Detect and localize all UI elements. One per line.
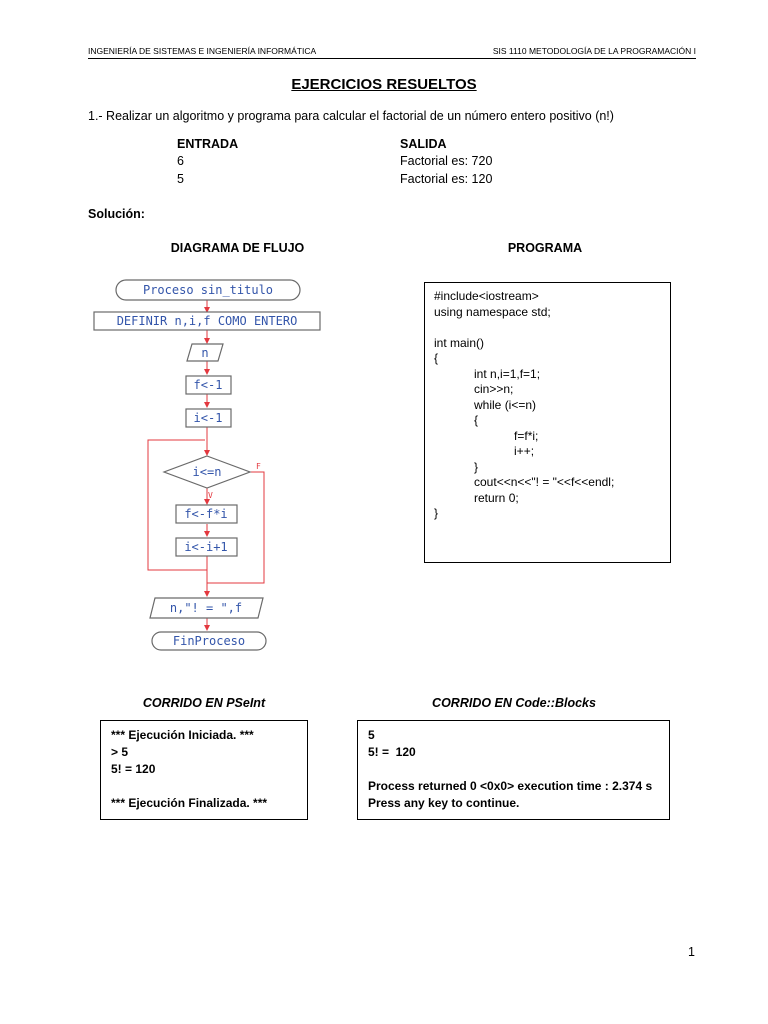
codeblocks-output: 5 5! = 120 Process returned 0 <0x0> execution time : 2.374 s Press any key to continue. (368, 728, 653, 810)
salida-header: SALIDA (400, 137, 447, 151)
program-code: #include<iostream> using namespace std; int main() { int n,i=1,f=1; cin>>n; while (i<=n) { f=f*i; i++; } cout<<n<<"! = "<<f<<endl; return 0; } (434, 289, 615, 520)
entrada-value: 5 (177, 172, 184, 186)
program-heading: PROGRAMA (507, 241, 583, 255)
problem-statement: 1.- Realizar un algoritmo y programa para calcular el factorial de un número entero positivo (n!) (88, 109, 614, 123)
end-label: FinProceso (172, 634, 246, 648)
pseint-output-box (100, 720, 308, 820)
solution-label: Solución: (88, 207, 145, 221)
pseint-output: *** Ejecución Iniciada. *** > 5 5! = 120 *** Ejecución Finalizada. *** (111, 728, 268, 810)
define-label: DEFINIR n,i,f COMO ENTERO (116, 314, 298, 328)
body-1-label: f<-f*i (184, 507, 228, 521)
body-2-label: i<-i+1 (184, 540, 228, 554)
entrada-header: ENTRADA (177, 137, 239, 151)
salida-value: Factorial es: 120 (400, 172, 493, 186)
header-left: INGENIERÍA DE SISTEMAS E INGENIERÍA INFORMÁTICA (88, 46, 317, 56)
page-title: EJERCICIOS RESUELTOS (291, 76, 477, 93)
page-number: 1 (688, 945, 695, 959)
codeblocks-run-heading: CORRIDO EN Code::Blocks (432, 696, 596, 710)
codeblocks-output-box (357, 720, 670, 820)
false-branch-label: F (256, 462, 261, 471)
salida-value: Factorial es: 720 (400, 154, 493, 168)
flowchart-heading: DIAGRAMA DE FLUJO (170, 241, 305, 255)
read-label: n (201, 346, 209, 360)
pseint-run-heading: CORRIDO EN PSeInt (142, 696, 266, 710)
assign-f-label: f<-1 (193, 378, 223, 392)
assign-i-label: i<-1 (193, 411, 223, 425)
condition-label: i<=n (192, 465, 222, 479)
program-code-box (424, 282, 671, 563)
header-right: SIS 1110 METODOLOGÍA DE LA PROGRAMACIÓN I (492, 46, 696, 56)
write-label: n,"! = ",f (169, 601, 243, 615)
start-label: Proceso sin_titulo (142, 283, 274, 297)
entrada-value: 6 (177, 154, 184, 168)
true-branch-label: V (208, 491, 213, 500)
